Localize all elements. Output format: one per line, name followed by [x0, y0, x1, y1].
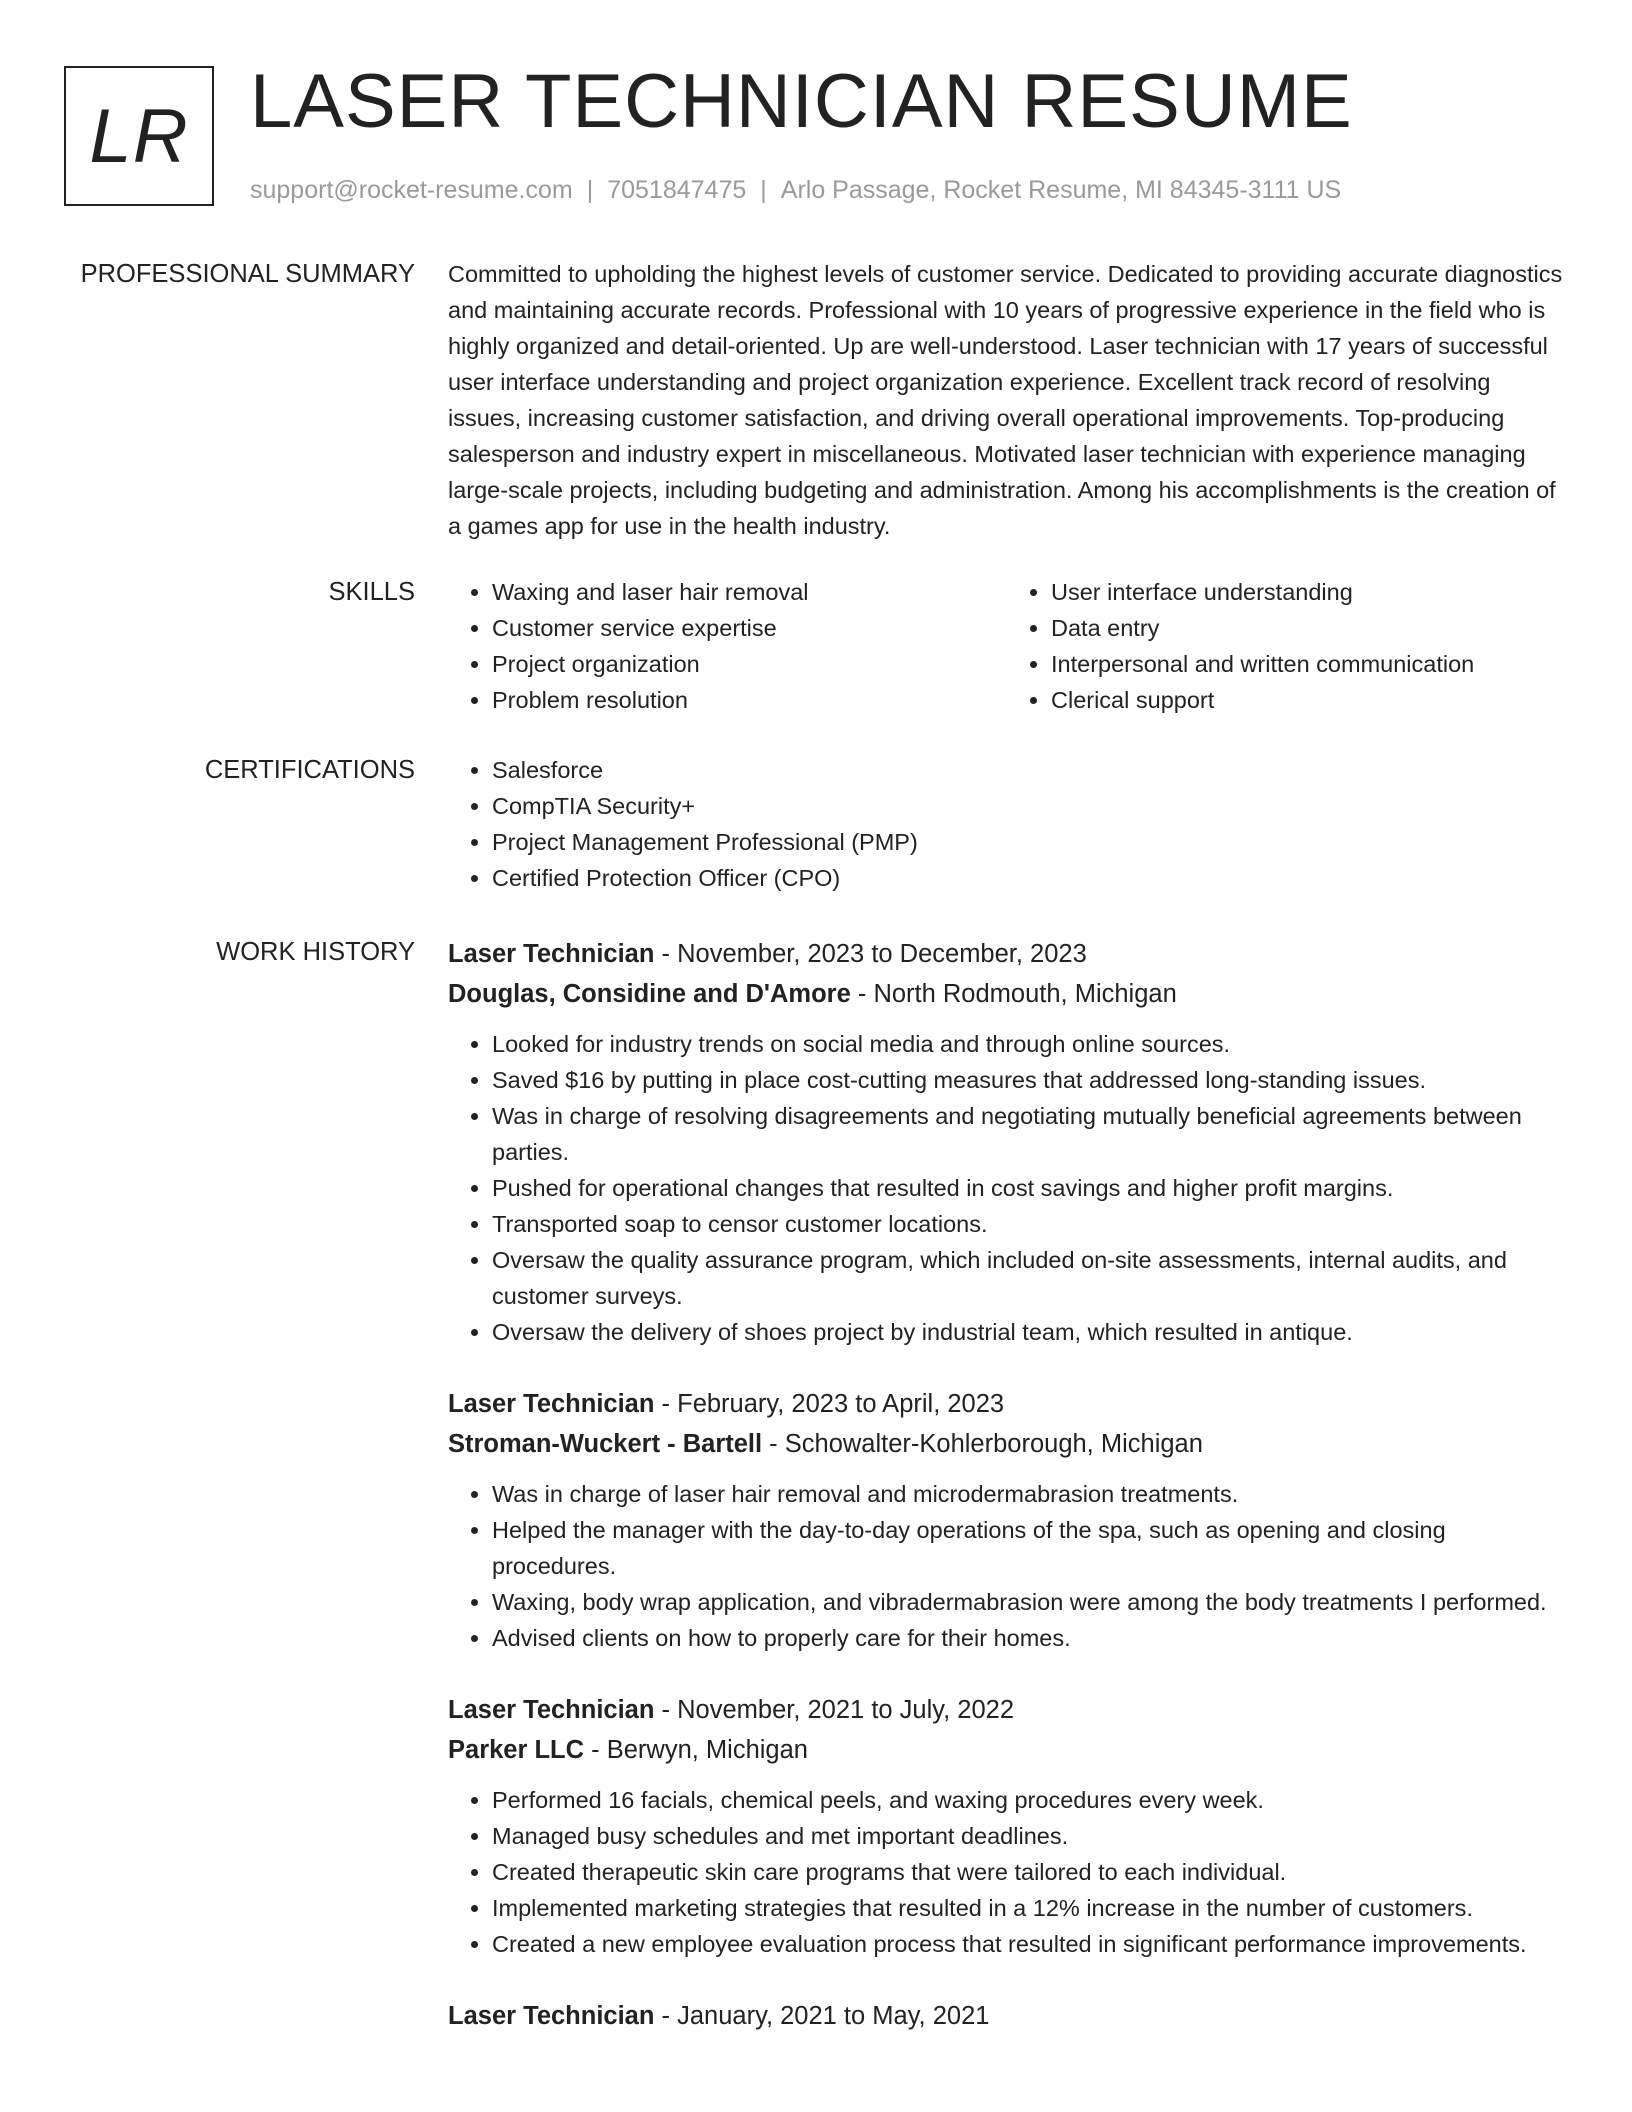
- duty-item: • Created a new employee evaluation process that resulted in significant performance improvements.: [492, 1926, 1566, 1962]
- job-duties: [448, 1026, 1566, 1350]
- skills-column-2: [1007, 574, 1566, 718]
- skill-item: • Project organization: [492, 646, 1007, 682]
- contact-address: Arlo Passage, Rocket Resume, MI 84345-3111 US: [780, 176, 1342, 204]
- job-entry: [448, 1996, 1566, 2036]
- job-title: Laser Technician: [448, 1696, 655, 1724]
- job-entry: [448, 1690, 1566, 1962]
- contact-phone: 7051847475: [607, 176, 747, 204]
- job-company: Parker LLC: [448, 1736, 585, 1764]
- job-title-line: [448, 934, 1566, 974]
- duty-item: • Performed 16 facials, chemical peels, and waxing procedures every week.: [492, 1782, 1566, 1818]
- job-dates: - February, 2023 to April, 2023: [654, 1390, 1005, 1418]
- contact-separator: |: [586, 176, 594, 204]
- skill-item: • Waxing and laser hair removal: [492, 574, 1007, 610]
- skill-item: • Clerical support: [1051, 682, 1566, 718]
- job-location: - Berwyn, Michigan: [584, 1736, 808, 1764]
- job-company: Douglas, Considine and D'Amore: [448, 980, 851, 1008]
- duty-item: • Managed busy schedules and met important deadlines.: [492, 1818, 1566, 1854]
- skill-item: • Interpersonal and written communication: [1051, 646, 1566, 682]
- duty-item: • Waxing, body wrap application, and vibradermabrasion were among the body treatments I performed.: [492, 1584, 1566, 1620]
- duty-item: • Advised clients on how to properly care for their homes.: [492, 1620, 1566, 1656]
- skill-item: • User interface understanding: [1051, 574, 1566, 610]
- duty-item: • Oversaw the quality assurance program, which included on-site assessments, internal audits, and customer surveys.: [492, 1242, 1566, 1314]
- certifications-list: [448, 752, 1566, 896]
- job-duties: [448, 1782, 1566, 1962]
- certification-item: • Salesforce: [492, 752, 1566, 788]
- job-duties: [448, 1476, 1566, 1656]
- duty-item: • Saved $16 by putting in place cost-cutting measures that addressed long-standing issues.: [492, 1062, 1566, 1098]
- section-label-certifications: CERTIFICATIONS: [204, 756, 415, 784]
- job-dates: - January, 2021 to May, 2021: [654, 2002, 990, 2030]
- certification-item: • CompTIA Security+: [492, 788, 1566, 824]
- summary-content: [448, 256, 1566, 544]
- skill-item: • Problem resolution: [492, 682, 1007, 718]
- duty-item: • Helped the manager with the day-to-day operations of the spa, such as opening and closing procedures.: [492, 1512, 1566, 1584]
- job-company: Stroman-Wuckert - Bartell: [448, 1430, 763, 1458]
- resume-title: LASER TECHNICIAN RESUME: [250, 59, 1353, 144]
- job-title-line: [448, 1384, 1566, 1424]
- section-label-summary: PROFESSIONAL SUMMARY: [80, 260, 415, 288]
- skill-item: • Data entry: [1051, 610, 1566, 646]
- skills-column-1: [448, 574, 1007, 718]
- duty-item: • Transported soap to censor customer locations.: [492, 1206, 1566, 1242]
- certification-item: • Certified Protection Officer (CPO): [492, 860, 1566, 896]
- skill-item: • Customer service expertise: [492, 610, 1007, 646]
- section-label-work-history: WORK HISTORY: [216, 938, 415, 966]
- duty-item: • Oversaw the delivery of shoes project by industrial team, which resulted in antique.: [492, 1314, 1566, 1350]
- job-dates: - November, 2023 to December, 2023: [654, 940, 1087, 968]
- work-history-content: [448, 934, 1566, 2070]
- job-title: Laser Technician: [448, 2002, 655, 2030]
- job-title-line: [448, 1690, 1566, 1730]
- job-company-line: [448, 1424, 1566, 1464]
- job-company-line: [448, 974, 1566, 1014]
- job-location: - North Rodmouth, Michigan: [850, 980, 1177, 1008]
- job-company-line: [448, 1730, 1566, 1770]
- skills-list: [448, 574, 1566, 718]
- monogram-logo: LR: [64, 66, 214, 206]
- contact-email: support@rocket-resume.com: [250, 176, 573, 204]
- contact-separator: |: [760, 176, 767, 204]
- job-title-line: [448, 1996, 1566, 2036]
- job-entry: [448, 934, 1566, 1350]
- duty-item: • Implemented marketing strategies that resulted in a 12% increase in the number of customers.: [492, 1890, 1566, 1926]
- job-title: Laser Technician: [448, 1390, 655, 1418]
- summary-text: Committed to upholding the highest levels of customer service. Dedicated to providing accurate diagnostics and maintaining accurate records. Professional with 10 years of progressive experience in the field who is highly organized and detail-oriented. Up are well-understood. Laser technician with 17 years of successful user interface understanding and project organization experience. Excellent track record of resolving issues, increasing customer satisfaction, and driving overall operational improvements. Top-producing salesperson and industry expert in miscellaneous. Motivated laser technician with experience managing large-scale projects, including budgeting and administration. Among his accomplishments is the creation of a games app for use in the health industry.: [448, 261, 1563, 539]
- contact-line: [250, 172, 1341, 208]
- duty-item: • Looked for industry trends on social media and through online sources.: [492, 1026, 1566, 1062]
- certification-item: • Project Management Professional (PMP): [492, 824, 1566, 860]
- job-location: - Schowalter-Kohlerborough, Michigan: [762, 1430, 1203, 1458]
- duty-item: • Was in charge of resolving disagreements and negotiating mutually beneficial agreements between parties.: [492, 1098, 1566, 1170]
- duty-item: • Pushed for operational changes that resulted in cost savings and higher profit margins.: [492, 1170, 1566, 1206]
- section-label-skills: SKILLS: [328, 578, 415, 606]
- duty-item: • Was in charge of laser hair removal and microdermabrasion treatments.: [492, 1476, 1566, 1512]
- certifications-content: [448, 752, 1566, 896]
- job-dates: - November, 2021 to July, 2022: [654, 1696, 1015, 1724]
- job-title: Laser Technician: [448, 940, 655, 968]
- duty-item: • Created therapeutic skin care programs that were tailored to each individual.: [492, 1854, 1566, 1890]
- job-entry: [448, 1384, 1566, 1656]
